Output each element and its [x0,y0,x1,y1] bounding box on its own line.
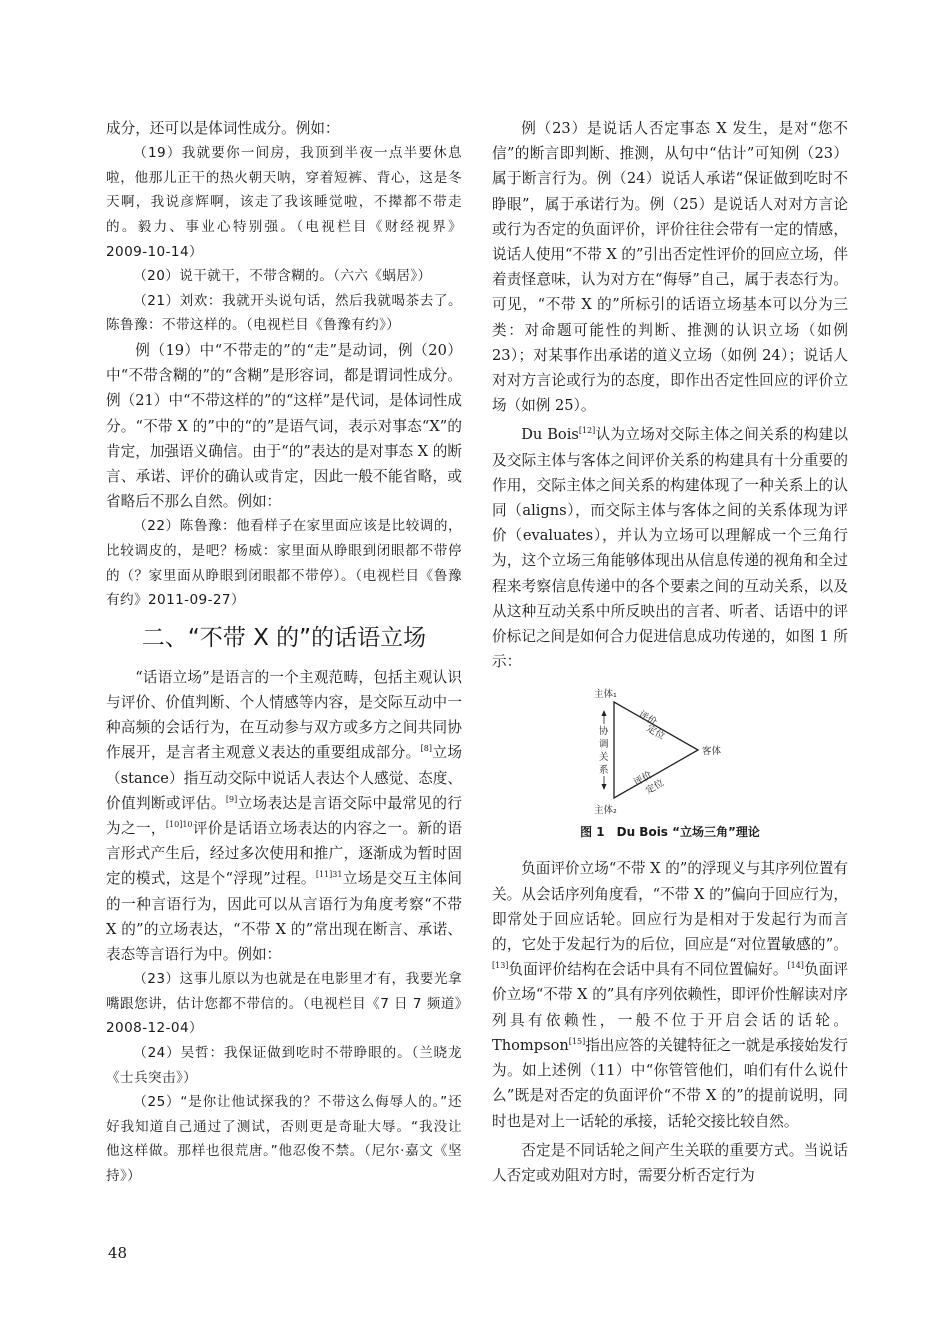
paragraph-negative-evaluation [492,856,848,1133]
citation-15: [15] [568,1036,586,1046]
citation-11: [11]31 [315,870,343,880]
dubois-text-b: 认为立场对交际主体之间关系的构建以及交际主体与客体之间评价关系的构建具有十分重要的作用，交际主体之间关系的构建体现了一种关系上的认同（aligns），而交际主体与客体之间的关系体现为评价（evaluates），并认为立场可以理解成一个三角行为，这个立场三角能够体现出从信息传递的视角和全过程来考察信息传递中的各个要素之间的互动关系，以及从这种互动关系中所反映出的言者、听者、话语中的评价标记之间是如何合力促进信息成功传递的，如图 1 所示： [492,426,848,671]
negative-text-b: 负面评价结构在会话中具有不同位置偏好。 [508,961,788,979]
paragraph-speech-acts: 例（23）是说话人否定事态 X 发生，是对“您不信”的断言即判断、推测，从句中“估计”可知例（23）属于断言行为。例（24）说话人承诺“保证做到吃时不睁眼”，属于承诺行为。例（25）是说话人对对方言论或行为否定的负面评价，评价往往会带有一定的情感，说话人使用“不带 X 的”引出否定性评价的回应立场，伴着责怪意味，认为对方在“侮辱”自己，属于表态行为。可见，“不带 X 的”所标引的话语立场基本可以分为三类：对命题可能性的判断、推测的认识立场（如例 23）；对某事作出承诺的道义立场（如例 24）；说话人对对方言论或行为的态度，即作出否定性回应的评价立场（如例 25）。 [492,120,848,415]
example-22: （22）陈鲁豫：他看样子在家里面应该是比较调的，比较调皮的，是吧？杨威：家里面从睁眼到闭眼都不带停的（？家里面从睁眼到闭眼都不带停）。（电视栏目《鲁豫有约》2011-09-27） [106,518,462,609]
paragraph-negation: 否定是不同话轮之间产生关联的重要方式。当说话人否定或劝阻对方时，需要分析否定行为 [492,1141,848,1184]
stance-text-d: 评价是话语立场表达的内容之一。新的语言形式产生后，经过多次使用和推广，逐渐成为暂时固定的模式，这是个“浮现”过程。 [106,819,462,888]
object-label: 客体 [702,746,722,758]
coordination-char-3: 关 [599,752,609,764]
citation-12: [12] [578,426,596,436]
example-25: （25）“是你让他试探我的？不带这么侮辱人的。”还好我知道自己通过了测试，否则更是奇耻大辱。“我没让他这样做。那样也很荒唐。”他忍俊不禁。（尼尔·嘉文《坚持》） [106,1094,462,1184]
stance-triangle-figure [492,686,848,816]
stance-triangle-diagram [580,686,760,816]
paragraph-dubois [492,422,848,674]
stance-text-c: 立场表达是言语交际中最常见的行为之一， [106,794,462,837]
evaluation-bottom-label: 评价 [632,770,654,790]
right-column [492,116,848,1188]
example-23: （23）这事儿原以为也就是在电影里才有，我要光拿嘴跟您讲，估计您都不带信的。（电视栏目《7 日 7 频道》2008-12-04） [106,971,462,1037]
paragraph-stance [106,665,462,967]
figure-caption: 图 1 Du Bois “立场三角”理论 [580,825,760,840]
negative-text-d: 指出应答的关键特征之一就是承接始发行为。如上述例（11）中“你管管他们，咱们有什么说什么”既是对否定的负面评价“不带 X 的”的提前说明，同时也是对上一话轮的承接，话轮交接比较自然。 [492,1036,848,1130]
citation-9: [9] [225,794,238,804]
example-21: （21）刘欢：我就开头说句话，然后我就喝茶去了。陈鲁豫：不带这样的。（电视栏目《鲁豫有约》） [106,292,462,334]
citation-8: [8] [420,744,433,754]
citation-13: [13] [492,961,509,971]
subject-1-label: 主体₁ [594,689,617,701]
stance-text-a: “话语立场”是语言的一个主观范畴，包括主观认识与评价、价值判断、个人情感等内容，是交际互动中一种高频的会话行为，在互动参与双方或多方之间共同协作展开，是言者主观意义表达的重要组成部分。 [106,668,462,762]
citation-14: [14] [787,961,804,971]
example-20: （20）说干就干，不带含糊的。（六六《蜗居》） [133,268,432,285]
coordination-arrow-head-down [602,784,607,790]
example-24: （24）吴哲：我保证做到吃时不带睁眼的。（兰晓龙《士兵突击》） [106,1044,462,1086]
negative-text-c: 负面评价立场“不带 X 的”具有序列依赖性，即评价性解读对序列具有依赖性，一般不位于开启会话的话轮。Thompson [492,961,848,1054]
paragraph-intro: 成分，还可以是体词性成分。例如： [106,120,340,137]
stance-text-e: 立场是交互主体间的一种言语行为，因此可以从言语行为角度考察“不带 X 的”的立场表达，“不带 X 的”常出现在断言、承诺、表态等言语行为中。例如： [106,870,462,963]
page-number: 48 [108,1244,128,1262]
left-column [106,116,462,1189]
citation-10: [10]10 [165,819,193,829]
dubois-text-a: Du Bois [521,426,579,444]
section-heading: 二、“不带 X 的”的话语立场 [141,624,427,651]
evaluation-top-label: 评价 [636,709,659,729]
example-19: （19）我就要你一间房，我顶到半夜一点半要休息啦，他那儿正干的热火朝天呐，穿着短裤、背心，这是冬天啊，我说彦辉啊，该走了我该睡觉啦，不撵都不带走的。毅力、事业心特别强。（电视栏目《财经视界》2009-10-14） [106,145,462,260]
position-bottom-label: 定位 [644,778,666,798]
coordination-char-1: 协 [599,726,609,738]
coordination-arrow-head-up [602,710,607,716]
stance-text-b: 立场（stance）指互动交际中说话人表达个人感觉、态度、价值判断或评估。 [106,744,462,812]
paragraph-analysis: 例（19）中“不带走的”的“走”是动词，例（20）中“不带含糊的”的“含糊”是形容词，都是谓词性成分。例（21）中“不带这样的”的“这样”是代词，是体词性成分。“不带 X 的”中的“的”是语气词，表示对事态“X”的肯定，加强语义确信。由于“的”表达的是对事态 X 的断言、承诺、评价的确认或肯定，因此一般不能省略，或省略后不那么自然。例如： [106,341,462,511]
coordination-char-4: 系 [599,765,609,777]
negative-text-a: 负面评价立场“不带 X 的”的浮现义与其序列位置有关。从会话序列角度看，“不带 X 的”偏向于回应行为，即常处于回应话轮。回应行为是相对于发起行为而言的，它处于发起行为的后位，回应是“对位置敏感的”。 [492,860,848,954]
coordination-char-2: 调 [599,739,609,751]
subject-2-label: 主体₂ [594,805,617,817]
position-top-label: 定位 [644,723,667,743]
